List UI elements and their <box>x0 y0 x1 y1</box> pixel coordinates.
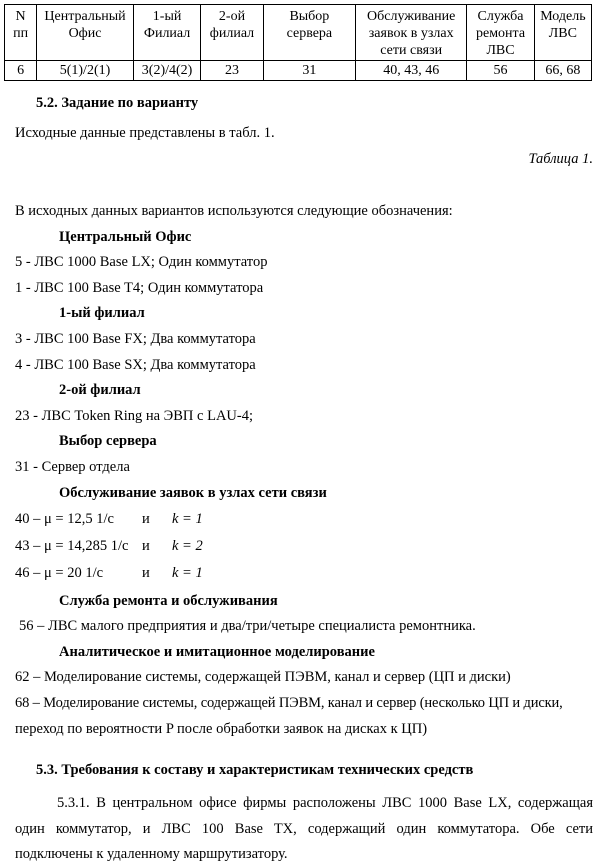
para-5-3-1-line-2: один коммутатор, и ЛВС 100 Base TX, содержащий один коммутатора. Обе сети <box>15 821 593 837</box>
header-cell: Центральный Офис <box>37 5 134 61</box>
header-cell: 2-ой филиал <box>201 5 263 61</box>
repair-title: Служба ремонта и обслуживания <box>59 593 278 609</box>
branch2-title: 2-ой филиал <box>59 382 141 398</box>
header-cell: Обслуживание заявок в узлах сети связи <box>356 5 467 61</box>
service-row-left: 40 – μ = 12,5 1/с <box>15 511 114 527</box>
header-cell: Служба ремонта ЛВС <box>467 5 535 61</box>
repair-line-1: 56 – ЛВС малого предприятия и два/три/четыре специалиста ремонтника. <box>19 618 476 634</box>
table-cell: 56 <box>467 61 535 81</box>
server-line-1: 31 - Сервер отдела <box>15 459 130 475</box>
variant-table <box>4 4 592 81</box>
header-cell: N пп <box>5 5 37 61</box>
legend-intro: В исходных данных вариантов используются следующие обозначения: <box>15 203 453 219</box>
table-cell: 31 <box>263 61 355 81</box>
table-cell: 40, 43, 46 <box>356 61 467 81</box>
service-row-k: k = 2 <box>172 538 203 554</box>
model-title: Аналитическое и имитационное моделирование <box>59 644 375 660</box>
service-title: Обслуживание заявок в узлах сети связи <box>59 485 327 501</box>
service-row-and: и <box>142 565 150 581</box>
table-cell: 23 <box>201 61 263 81</box>
service-row-and: и <box>142 538 150 554</box>
server-title: Выбор сервера <box>59 433 157 449</box>
header-cell: 1-ый Филиал <box>133 5 201 61</box>
model-line-2a: 68 – Моделирование системы, содержащей ПЭВМ, канал и сервер (несколько ЦП и диски, <box>15 695 563 711</box>
table-cell: 6 <box>5 61 37 81</box>
service-row-k: k = 1 <box>172 511 203 527</box>
model-line-2b: переход по вероятности P после обработки заявок на дисках к ЦП) <box>15 721 428 737</box>
branch1-title: 1-ый филиал <box>59 305 145 321</box>
central-office-title: Центральный Офис <box>59 229 192 245</box>
section-5-2-heading: 5.2. Задание по варианту <box>36 95 199 111</box>
table-caption: Таблица 1. <box>528 151 593 167</box>
branch1-line-2: 4 - ЛВС 100 Base SX; Два коммутатора <box>15 357 256 373</box>
central-office-line-2: 1 - ЛВС 100 Base T4; Один коммутатора <box>15 280 264 296</box>
intro-text: Исходные данные представлены в табл. 1. <box>15 125 275 141</box>
header-cell: Выбор сервера <box>263 5 355 61</box>
table-cell: 3(2)/4(2) <box>133 61 201 81</box>
table-cell: 5(1)/2(1) <box>37 61 134 81</box>
branch1-line-1: 3 - ЛВС 100 Base FX; Два коммутатора <box>15 331 256 347</box>
header-cell: Модель ЛВС <box>534 5 591 61</box>
section-5-3-heading: 5.3. Требования к составу и характеристикам технических средств <box>36 762 474 778</box>
para-5-3-1-line-1: 5.3.1. В центральном офисе фирмы расположены ЛВС 1000 Base LX, содержащая <box>57 795 593 811</box>
table-cell: 66, 68 <box>534 61 591 81</box>
service-row-left: 43 – μ = 14,285 1/с <box>15 538 129 554</box>
branch2-line-1: 23 - ЛВС Token Ring на ЭВП с LAU-4; <box>15 408 253 424</box>
service-row-and: и <box>142 511 150 527</box>
table-header-row <box>5 5 592 61</box>
para-5-3-1-line-3: подключены к удаленному маршрутизатору. <box>15 846 288 862</box>
central-office-line-1: 5 - ЛВС 1000 Base LX; Один коммутатор <box>15 254 268 270</box>
service-row-k: k = 1 <box>172 565 203 581</box>
model-line-1: 62 – Моделирование системы, содержащей ПЭВМ, канал и сервер (ЦП и диски) <box>15 669 511 685</box>
service-row-left: 46 – μ = 20 1/с <box>15 565 104 581</box>
table-row <box>5 61 592 81</box>
